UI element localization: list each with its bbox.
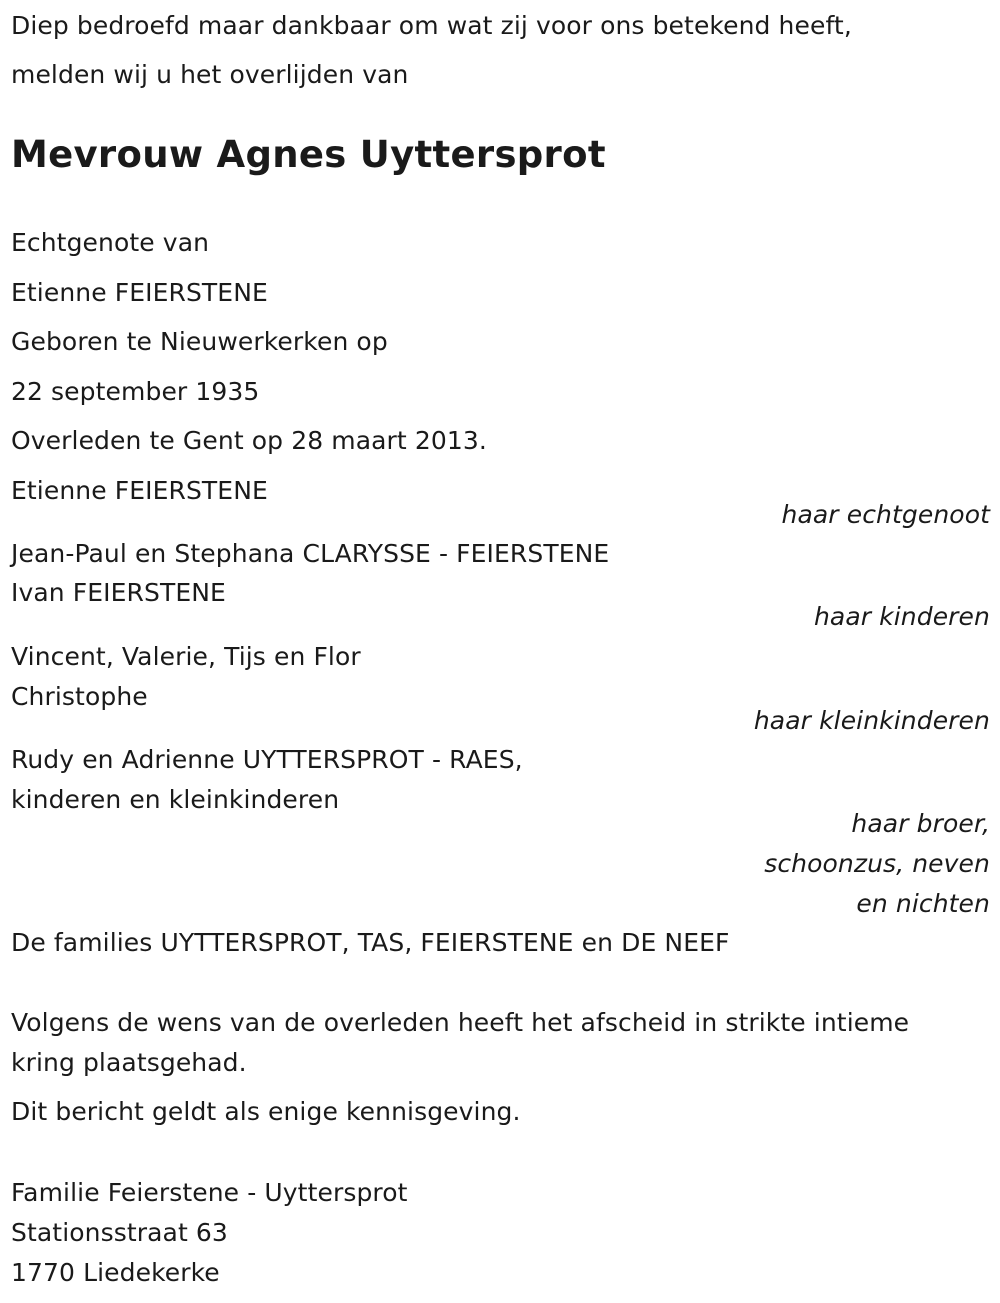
deceased-name: Mevrouw Agnes Uyttersprot [11,133,606,176]
relative-name: Rudy en Adrienne UYTTERSPROT - RAES, [11,745,523,774]
relative-relation: haar echtgenoot [781,500,990,529]
address-street: Stationsstraat 63 [11,1218,228,1247]
address-city: 1770 Liedekerke [11,1258,220,1287]
relative-name: Vincent, Valerie, Tijs en Flor [11,642,361,671]
relative-relation: haar kleinkinderen [753,706,990,735]
relative-relation: haar broer, [851,809,990,838]
birth-place: Geboren te Nieuwerkerken op [11,327,388,356]
relative-relation: haar kinderen [813,602,990,631]
relative-name: Christophe [11,682,148,711]
farewell-line-1: Volgens de wens van de overleden heeft het afscheid in strikte intieme [11,1008,910,1037]
relative-name: kinderen en kleinkinderen [11,785,340,814]
relative-name: Etienne FEIERSTENE [11,476,268,505]
farewell-line-2: kring plaatsgehad. [11,1048,247,1077]
spouse-name: Etienne FEIERSTENE [11,278,268,307]
intro-line-1: Diep bedroefd maar dankbaar om wat zij voor ons betekend heeft, [11,11,852,40]
death-info: Overleden te Gent op 28 maart 2013. [11,426,487,455]
relative-name: Jean-Paul en Stephana CLARYSSE - FEIERSTENE [11,539,610,568]
relative-relation: en nichten [856,889,990,918]
relative-name: Ivan FEIERSTENE [11,578,226,607]
address-name: Familie Feierstene - Uyttersprot [11,1178,408,1207]
spouse-label: Echtgenote van [11,228,210,257]
relative-relation: schoonzus, neven [764,849,990,878]
families-line: De families UYTTERSPROT, TAS, FEIERSTENE en DE NEEF [11,928,730,957]
intro-line-2: melden wij u het overlijden van [11,60,409,89]
notice-line: Dit bericht geldt als enige kennisgeving. [11,1097,521,1126]
birth-date: 22 september 1935 [11,377,260,406]
